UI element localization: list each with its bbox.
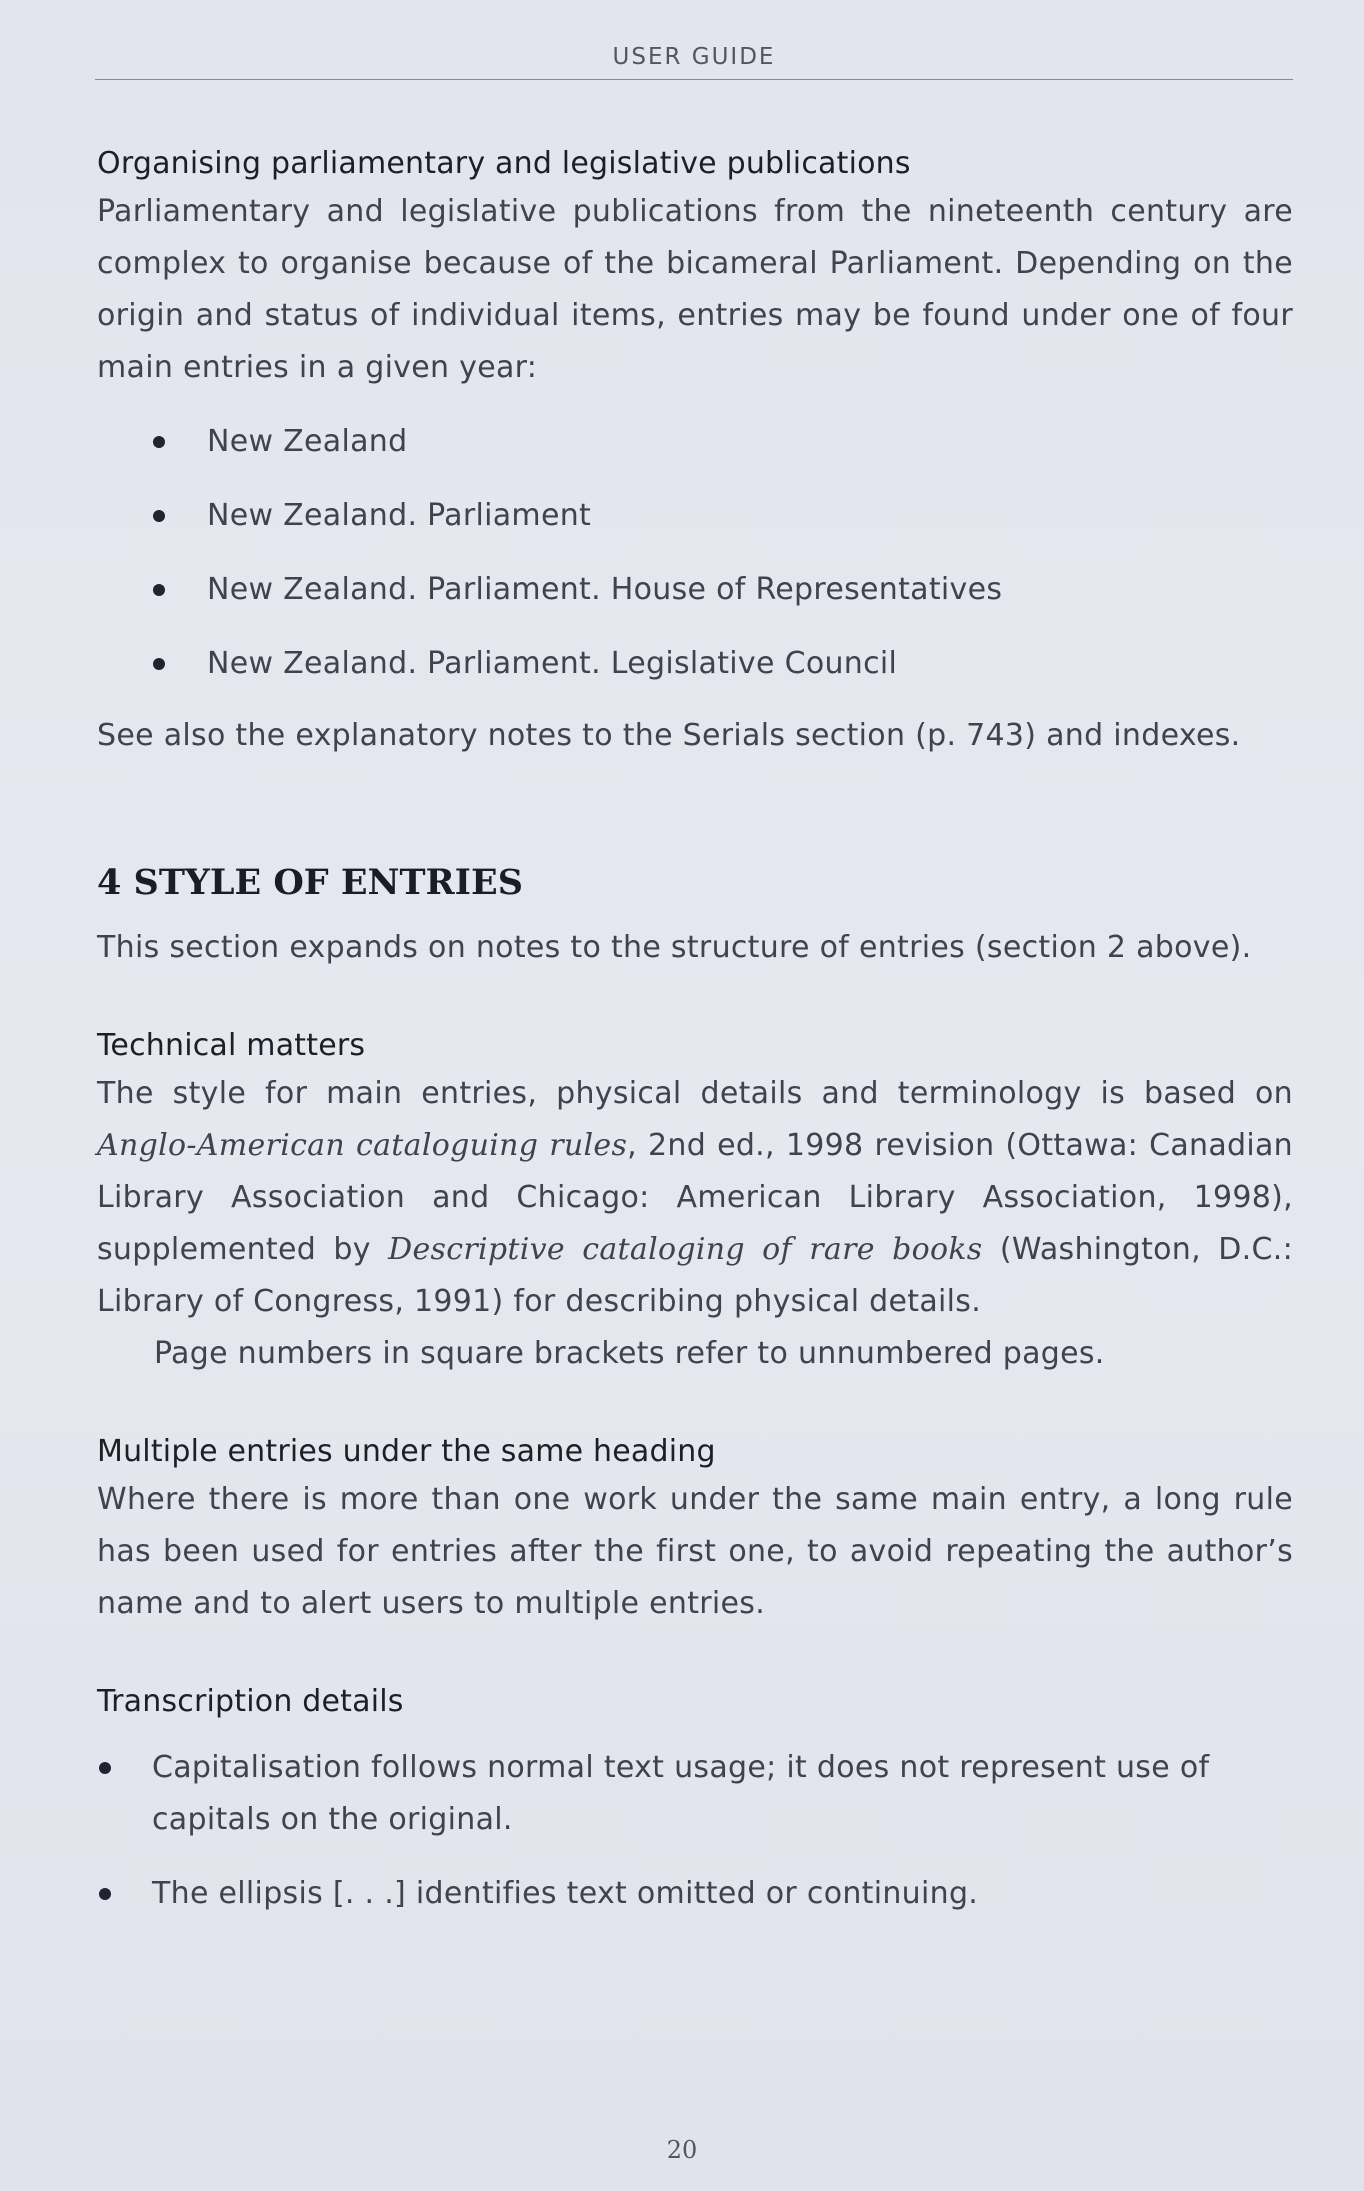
heading-transcription: Transcription details (97, 1684, 404, 1719)
text-run: (Washington, D.C.: Library of Congress, 1991) for describing physical details. (97, 1232, 1293, 1319)
list-item (207, 416, 1293, 468)
bullet-icon (153, 658, 165, 670)
bullet-icon (153, 510, 165, 522)
bullet-icon (99, 1888, 111, 1900)
paragraph-technical (97, 1068, 1293, 1328)
paragraph-page-numbers: Page numbers in square brackets refer to unnumbered pages. (154, 1336, 1105, 1371)
list-item (207, 638, 1293, 690)
header-rule (95, 79, 1293, 80)
page-number: 20 (666, 2136, 698, 2164)
list-item-text: New Zealand. Parliament. Legislative Council (207, 646, 898, 681)
list-item (152, 1742, 1293, 1846)
section-title: 4 STYLE OF ENTRIES (97, 862, 523, 903)
list-item-text: New Zealand. Parliament (207, 498, 592, 533)
list-item-text: New Zealand (207, 424, 408, 459)
heading-technical: Technical matters (97, 1028, 366, 1063)
bullet-icon (153, 584, 165, 596)
paragraph-organising: Parliamentary and legislative publications from the nineteenth century are complex to organise because of the bicameral Parliament. Depending on the origin and status of individual items, entries may be found under one of four main entries in a given year: (97, 194, 1293, 385)
list-item (207, 564, 1293, 616)
bullet-icon (153, 436, 165, 448)
heading-multiple: Multiple entries under the same heading (97, 1434, 716, 1469)
title-dcrb: Descriptive cataloging of rare books (388, 1232, 983, 1267)
list-item (207, 490, 1293, 542)
list-item-text: Capitalisation follows normal text usage; it does not represent use of capitals on the original. (152, 1750, 1210, 1837)
text-run: , 2nd ed., 1998 revision (Ottawa: Canadian Library Association and Chicago: American Library Association, 1998), supplemented by (97, 1128, 1293, 1267)
title-aacr: Anglo-American cataloguing rules (97, 1128, 628, 1163)
list-item (152, 1868, 1293, 1920)
see-also-note: See also the explanatory notes to the Serials section (p. 743) and indexes. (97, 718, 1241, 753)
bullet-icon (99, 1762, 111, 1774)
section-intro: This section expands on notes to the structure of entries (section 2 above). (97, 930, 1252, 965)
main-entries-list (97, 416, 1293, 690)
text-run: The style for main entries, physical details and terminology is based on (97, 1076, 1293, 1111)
paragraph-multiple: Where there is more than one work under the same main entry, a long rule has been used for entries after the first one, to avoid repeating the author’s name and to alert users to multiple entries. (97, 1482, 1293, 1621)
transcription-list (97, 1742, 1293, 1920)
list-item-text: New Zealand. Parliament. House of Representatives (207, 572, 1003, 607)
list-item-text: The ellipsis [. . .] identifies text omitted or continuing. (152, 1876, 979, 1911)
running-head: USER GUIDE (612, 44, 776, 70)
heading-organising: Organising parliamentary and legislative publications (97, 146, 911, 181)
page-content (97, 142, 1293, 1920)
